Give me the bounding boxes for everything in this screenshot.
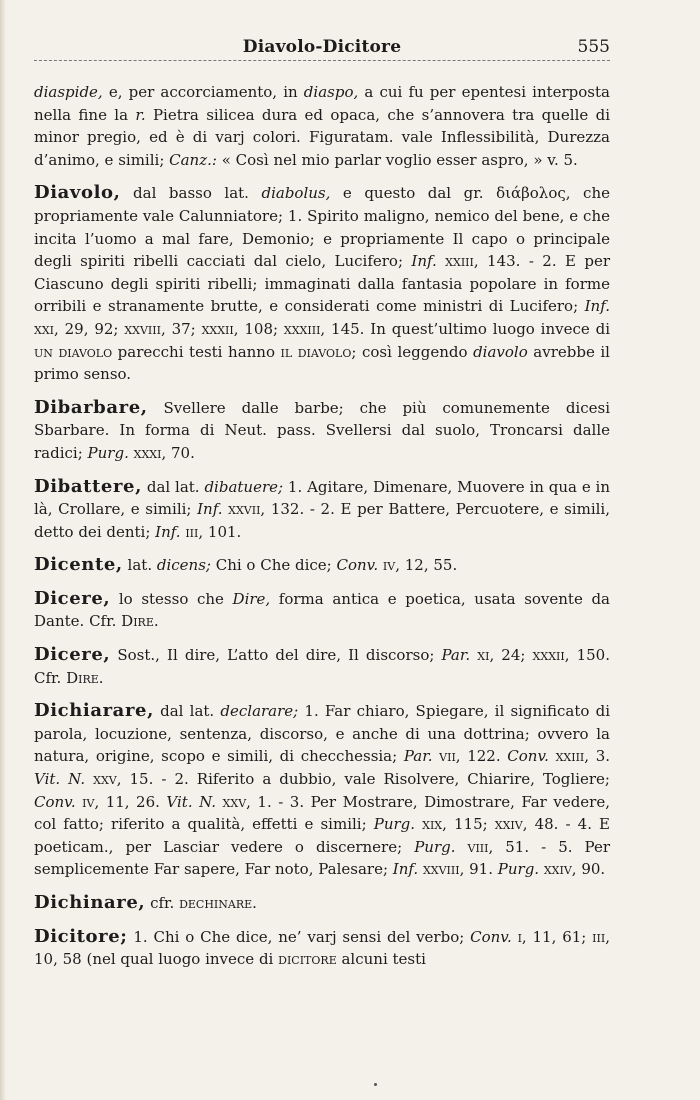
italic-text: Vit. N. xyxy=(34,770,86,789)
small-caps-text: xxxii xyxy=(201,319,234,338)
italic-text: Inf. xyxy=(411,252,437,271)
entry-diaspide-continuation xyxy=(34,81,610,171)
small-caps-text: xxviii xyxy=(124,319,161,338)
entry-text: 1. Chi o Che dice, ne’ varj sensi del verbo; xyxy=(127,927,471,946)
entry-text: . xyxy=(153,612,159,631)
entry-text: Pietra silicea dura ed opaca, che s’annovera tra quelle di minor pregio, ed è di varj colori. Figuratam. vale Inflessibilità, Durezza d’animo, e simili; xyxy=(34,105,610,169)
small-caps-text: xxi xyxy=(34,319,55,338)
entry-text: e, per accorciamento, in xyxy=(102,83,304,101)
entry-text: , 51. - 5. Per semplicemente Far sapere, Far noto, Palesare; xyxy=(34,837,611,879)
page-spine-shadow xyxy=(0,0,6,1100)
small-caps-text: vii xyxy=(432,747,456,766)
italic-text: Inf. xyxy=(155,522,181,541)
small-caps-text: xxiv xyxy=(494,815,523,834)
small-caps-text: xxv xyxy=(216,792,247,811)
entry-text: 1. Agitare, Dimenare, Muovere in qua e in là, Crollare, e simili; xyxy=(34,477,611,519)
entry-text: lo stesso che xyxy=(110,589,233,608)
italic-text: Inf. xyxy=(392,860,419,879)
entry-headword: Dibarbare, xyxy=(34,396,148,418)
entry-text: , 150. Cfr. xyxy=(34,646,610,687)
entry-text: , 101. xyxy=(198,522,242,541)
italic-text: Conv. xyxy=(507,747,549,766)
small-caps-text: xxviii xyxy=(418,860,460,879)
small-caps-text: dechinare xyxy=(179,894,253,912)
italic-text: dibatuere; xyxy=(204,477,284,496)
italic-text: Vit. N. xyxy=(166,792,217,811)
small-caps-text: viii xyxy=(455,837,489,856)
entry-text: Chi o Che dice; xyxy=(210,556,337,575)
entry-dichinare xyxy=(34,892,610,915)
entry-headword: Dicere, xyxy=(34,587,111,609)
italic-text: diavolo xyxy=(473,342,528,361)
small-caps-text: xxv xyxy=(85,770,117,789)
italic-text: Purg. xyxy=(87,443,129,462)
entry-text: alcuni testi xyxy=(336,950,426,969)
print-speck xyxy=(374,1083,377,1086)
entry-text: , 145. In quest’ultimo luogo invece di xyxy=(320,319,610,338)
entry-text: e questo dal gr. διάβολος, che propriamente vale Calunniatore; 1. Spirito maligno, nemico del bene, e che incita l’uomo a mal fare, Demonio; e propriamente Il capo o principale degli spiriti ribelli cacciati dal cielo, Lucifero; xyxy=(34,184,610,271)
entry-text: , 11, 61; xyxy=(521,927,593,946)
entry-text: , 143. - 2. E per Ciascuno degli spiriti ribelli; immaginati dalla fantasia popolare in forme orribili e stranamente brutte, e considerati come ministri di Lucifero; xyxy=(34,252,610,316)
entry-headword: Dibattere, xyxy=(34,475,142,497)
entry-dicere-2 xyxy=(34,644,610,689)
page-header xyxy=(34,34,610,61)
entry-text: a cui fu per epentesi interposta nella fine la xyxy=(34,83,610,124)
small-caps-text: xxiii xyxy=(548,747,585,766)
small-caps-text: xxxii xyxy=(532,646,565,665)
entry-text: Sost., Il dire, L’atto del dire, Il discorso; xyxy=(110,646,442,665)
entry-text: cfr. xyxy=(145,894,180,912)
italic-text: Conv. xyxy=(336,556,379,575)
entry-text: dal lat. xyxy=(153,702,221,721)
entry-dicitore xyxy=(34,926,610,971)
small-caps-text: xi xyxy=(470,646,490,665)
entry-text: , 29, 92; xyxy=(54,319,125,338)
small-caps-text: iii xyxy=(180,522,199,541)
entry-text: , 108; xyxy=(233,319,284,338)
italic-text: r. xyxy=(135,105,146,124)
entry-text: , 91. xyxy=(459,860,498,879)
entry-text: , 3. xyxy=(584,747,611,766)
entry-dichiarare xyxy=(34,700,610,881)
small-caps-text: xxiii xyxy=(436,252,474,271)
entry-headword: Dichiarare, xyxy=(34,700,154,722)
entry-headword: Dicitore; xyxy=(34,925,128,947)
entry-text: , 132. - 2. E per Battere, Percuotere, e simili, detto dei denti; xyxy=(34,500,610,541)
entry-text: , 24; xyxy=(489,646,533,665)
entry-text: lat. xyxy=(122,556,157,575)
small-caps-text: xxxiii xyxy=(283,319,321,338)
dictionary-page xyxy=(34,34,610,982)
small-caps-text: iii xyxy=(592,927,606,946)
entry-headword: Dicere, xyxy=(34,644,111,666)
entry-text: , 15. - 2. Riferito a dubbio, vale Risolvere, Chiarire, Togliere; xyxy=(116,770,610,789)
entry-headword: Dichinare, xyxy=(34,892,146,913)
small-caps-text: xxxi xyxy=(128,443,162,462)
entry-text: , 122. xyxy=(455,747,508,766)
entry-text: 1. Far chiaro, Spiegare, il significato di parola, locuzione, sentenza, discorso, e anche di una dottrina; ovvero la natura, origine, scopo e simili, di checchessia; xyxy=(34,702,610,766)
entry-text: dal lat. xyxy=(141,477,205,496)
italic-text: diaspide, xyxy=(34,83,103,101)
entry-text: forma antica e poetica, usata sovente da Dante. Cfr. xyxy=(34,589,610,631)
entry-text: , 10, 58 (nel qual luogo invece di xyxy=(34,927,610,969)
italic-text: Par. xyxy=(403,747,433,766)
italic-text: diaspo, xyxy=(303,83,359,101)
italic-text: Purg. xyxy=(414,837,456,856)
entry-text: avrebbe il primo senso. xyxy=(34,342,610,384)
entry-headword: Dicente, xyxy=(34,554,123,576)
italic-text: Inf. xyxy=(584,297,610,316)
italic-text: Inf. xyxy=(197,500,223,519)
small-caps-text: i xyxy=(511,927,522,946)
small-caps-text: il diavolo xyxy=(280,342,352,361)
italic-text: Canz.: xyxy=(169,150,217,169)
italic-text: dicens; xyxy=(156,556,211,575)
small-caps-text: xix xyxy=(415,815,443,834)
entry-text: dal basso lat. xyxy=(120,184,262,203)
small-caps-text: Dire xyxy=(121,612,154,631)
entry-dibarbare xyxy=(34,397,610,465)
entry-text: , 37; xyxy=(160,319,202,338)
entry-text: « Così nel mio parlar voglio esser aspro, » v. 5. xyxy=(216,150,578,169)
italic-text: Conv. xyxy=(34,792,76,811)
small-caps-text: dicitore xyxy=(278,950,337,969)
entry-dicere-1 xyxy=(34,588,610,633)
entry-text: , 12, 55. xyxy=(395,556,458,575)
italic-text: Purg. xyxy=(373,815,416,834)
small-caps-text: un diavolo xyxy=(34,342,113,361)
small-caps-text: Dire xyxy=(66,668,99,687)
entry-text: , 70. xyxy=(161,443,195,462)
entry-dibattere xyxy=(34,476,610,544)
entry-text: ; così leggendo xyxy=(351,342,474,361)
entry-text: Svellere dalle barbe; che più comunemente dicesi Sbarbare. In forma di Neut. pass. Svellersi dal suolo, Troncarsi dalle radici; xyxy=(34,398,610,462)
italic-text: diabolus, xyxy=(261,184,331,203)
small-caps-text: iv xyxy=(378,556,396,575)
entry-text: , 48. - 4. E poeticam., per Lasciar vedere o discernere; xyxy=(34,815,611,856)
entry-text: , 1. - 3. Per Mostrare, Dimostrare, Far vedere, col fatto; riferito a qualità, effetti e simili; xyxy=(34,792,610,834)
italic-text: Conv. xyxy=(470,927,512,946)
italic-text: Purg. xyxy=(497,860,540,879)
italic-text: declarare; xyxy=(220,702,299,721)
entry-text: , 11, 26. xyxy=(94,792,167,811)
italic-text: Dire, xyxy=(232,589,271,608)
entry-text: . xyxy=(98,668,104,687)
small-caps-text: xxvii xyxy=(222,500,261,519)
small-caps-text: xxiv xyxy=(539,860,572,879)
entry-text: . xyxy=(252,894,257,912)
entry-dicente xyxy=(34,554,610,577)
entry-headword: Diavolo, xyxy=(34,182,121,204)
entry-diavolo xyxy=(34,182,610,385)
small-caps-text: iv xyxy=(75,792,95,811)
entry-text: parecchi testi hanno xyxy=(112,342,281,361)
entries-list xyxy=(34,81,610,971)
page-number: 555 xyxy=(577,37,610,57)
entry-text: , 115; xyxy=(442,815,495,834)
italic-text: Par. xyxy=(441,646,471,665)
entry-text: , 90. xyxy=(571,860,606,879)
running-head: Diavolo-Dicitore xyxy=(242,37,402,57)
